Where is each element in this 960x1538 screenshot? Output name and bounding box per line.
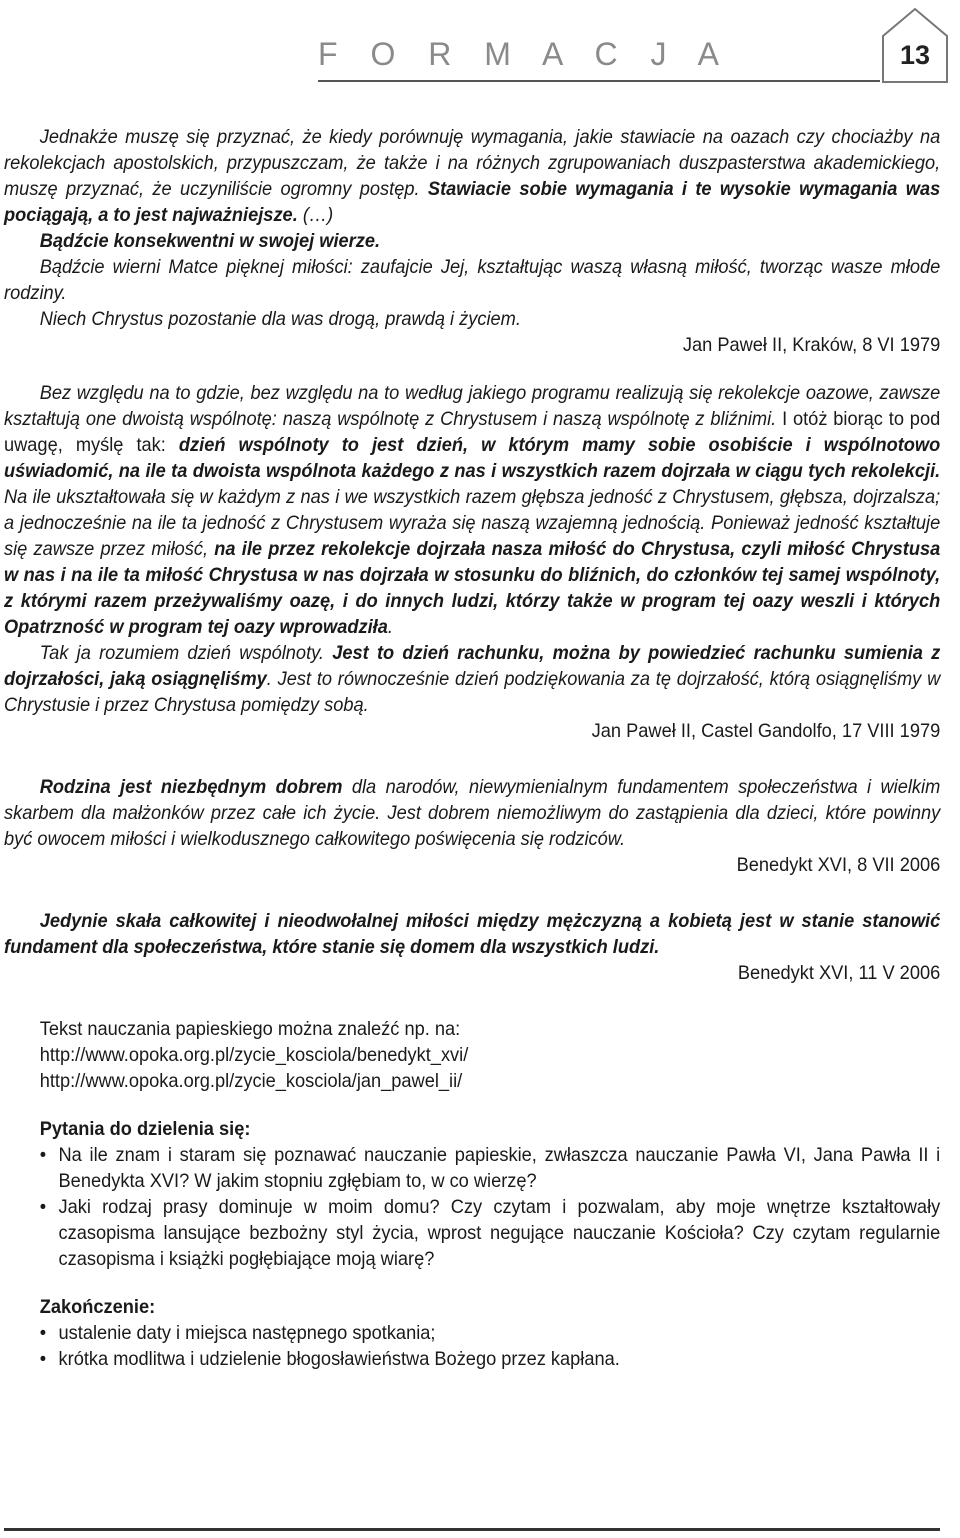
links-block xyxy=(4,1016,940,1094)
quote-4-paragraph: Jedynie skała całkowitej i nieodwołalnej miłości między mężczyzną a kobietą jest w stanie stanowić fundament dla społeczeństwa, które stanie się domem dla wszystkich ludzi. xyxy=(4,910,941,958)
links-intro: Tekst nauczania papieskiego można znaleźć np. na: xyxy=(39,1018,461,1040)
quote-2-text-b: I otóż biorąc to pod uwagę, myślę tak: xyxy=(4,408,941,456)
footer-rule xyxy=(4,1528,940,1531)
quote-2-paragraph-2 xyxy=(4,640,940,718)
section-title: F O R M A C J A xyxy=(318,36,731,72)
link-benedykt[interactable]: http://www.opoka.org.pl/zycie_kosciola/benedykt_xvi/ xyxy=(39,1044,469,1066)
list-item: • Jaki rodzaj prasy dominuje w moim domu? Czy czytam i pozwalam, aby moje wnętrze kształtowały czasopisma lansujące bezbożny styl życia, wprost negujące nauczanie Kościoła? Czy czytam regularnie czasopisma i książki pogłębiające moją wiarę? xyxy=(4,1194,940,1272)
quote-1-paragraph xyxy=(4,124,940,254)
quote-1-ellipsis: (…) xyxy=(297,204,334,226)
list-item: • ustalenie daty i miejsca następnego spotkania; xyxy=(4,1320,940,1346)
quote-2-text-d: Na ile ukształtowała się w każdym z nas i we wszystkich razem głębsza jedność z Chrystusem, głębsza, dojrzalsza; a jednocześnie na ile ta jedność z Chrystusem wyraża się naszą wzajemną jednością. Ponieważ jedność kształtuje się zawsze przez miłość, xyxy=(4,486,941,560)
quote-2-bold-h: Jest to dzień rachunku, można by powiedzieć rachunku sumienia z dojrzałości, jaką osiągnęliśmy xyxy=(4,642,941,690)
quote-2-period: . xyxy=(387,616,393,638)
list-item: • Na ile znam i staram się poznawać nauczanie papieskie, zwłaszcza nauczanie Pawła VI, Jana Pawła II i Benedykta XVI? W jakim stopniu zgłębiam to, w co wierzę? xyxy=(4,1142,940,1194)
quote-3-text: dla narodów, niewymienialnym fundamentem społeczeństwa i wielkim skarbem dla małżonków przez całe ich życie. Jest dobrem niemożliwym do zastąpienia dla dzieci, które powinny być owocem miłości i wielkodusznego całkowitego poświęcenia się rodziców. xyxy=(4,776,941,850)
quote-3-attribution: Benedykt XVI, 8 VII 2006 xyxy=(736,854,941,876)
list-item: • krótka modlitwa i udzielenie błogosławieństwa Bożego przez kapłana. xyxy=(4,1346,940,1372)
ending-list xyxy=(4,1320,940,1372)
quote-1-attribution: Jan Paweł II, Kraków, 8 VI 1979 xyxy=(682,334,941,356)
page-number: 13 xyxy=(899,40,931,70)
quote-1-bold: Stawiacie sobie wymagania i te wysokie wymagania was pociągają, a to jest najważniejsze. xyxy=(4,178,941,226)
quote-2-text-g: Tak ja rozumiem dzień wspólnoty. xyxy=(39,642,333,664)
quote-1-text: Jednakże muszę się przyznać, że kiedy porównuję wymagania, jakie stawiacie na oazach czy chociażby na rekolekcjach apostolskich, przypuszczam, że także i na różnych zgrupowaniach duszpasterstwa akademickiego, muszę przyznać, że uczyniliście ogromny postęp. xyxy=(4,126,941,200)
header-rule xyxy=(318,80,880,82)
quote-1-bold-2: Bądźcie konsekwentni w swojej wierze. xyxy=(39,230,381,252)
quote-2-paragraph xyxy=(4,380,940,640)
questions-list xyxy=(4,1142,940,1272)
quote-1-paragraph-2: Bądźcie wierni Matce pięknej miłości: zaufajcie Jej, kształtując waszą własną miłość, tworząc wasze młode rodziny. xyxy=(4,256,941,304)
quote-2-text-i: . Jest to równocześnie dzień podziękowania za tę dojrzałość, którą osiągnęliśmy w Chrystusie i przez Chrystusa pomiędzy sobą. xyxy=(4,668,941,716)
quote-1-paragraph-3: Niech Chrystus pozostanie dla was drogą, prawdą i życiem. xyxy=(39,308,521,330)
quote-2-attribution: Jan Paweł II, Castel Gandolfo, 17 VIII 1979 xyxy=(591,720,941,742)
quote-2-bold-e: na ile przez rekolekcje dojrzała nasza miłość do Chrystusa, czyli miłość Chrystusa w nas i na ile ta miłość Chrystusa w nas dojrzała w stosunku do bliźnich, do członków tej samej wspólnoty, z którymi razem przeżywaliśmy oazę, i do innych ludzi, którzy także w program tej oazy weszli i których Opatrzność w program tej oazy wprowadziła xyxy=(4,538,941,638)
quote-2-bold: dzień wspólnoty to jest dzień, w którym mamy sobie osobiście i wspólnotowo uświadomić, na ile ta dwoista wspólnota każdego z nas i wszystkich razem dojrzała w ciągu tych rekolekcji. xyxy=(4,434,941,482)
questions-heading: Pytania do dzielenia się: xyxy=(39,1118,251,1140)
quote-3-paragraph xyxy=(4,774,940,852)
article-body xyxy=(4,124,940,1372)
ending-heading: Zakończenie: xyxy=(39,1296,156,1318)
quote-3-bold: Rodzina jest niezbędnym dobrem xyxy=(39,776,343,798)
quote-2-text: Bez względu na to gdzie, bez względu na to według jakiego programu realizują się rekolekcje oazowe, zawsze kształtują one dwoistą wspólnotę: naszą wspólnotę z Chrystusem i naszą wspólnotę z bliźnimi. xyxy=(4,382,941,430)
quote-4-attribution: Benedykt XVI, 11 V 2006 xyxy=(737,962,941,984)
link-jan-pawel[interactable]: http://www.opoka.org.pl/zycie_kosciola/jan_pawel_ii/ xyxy=(39,1070,463,1092)
